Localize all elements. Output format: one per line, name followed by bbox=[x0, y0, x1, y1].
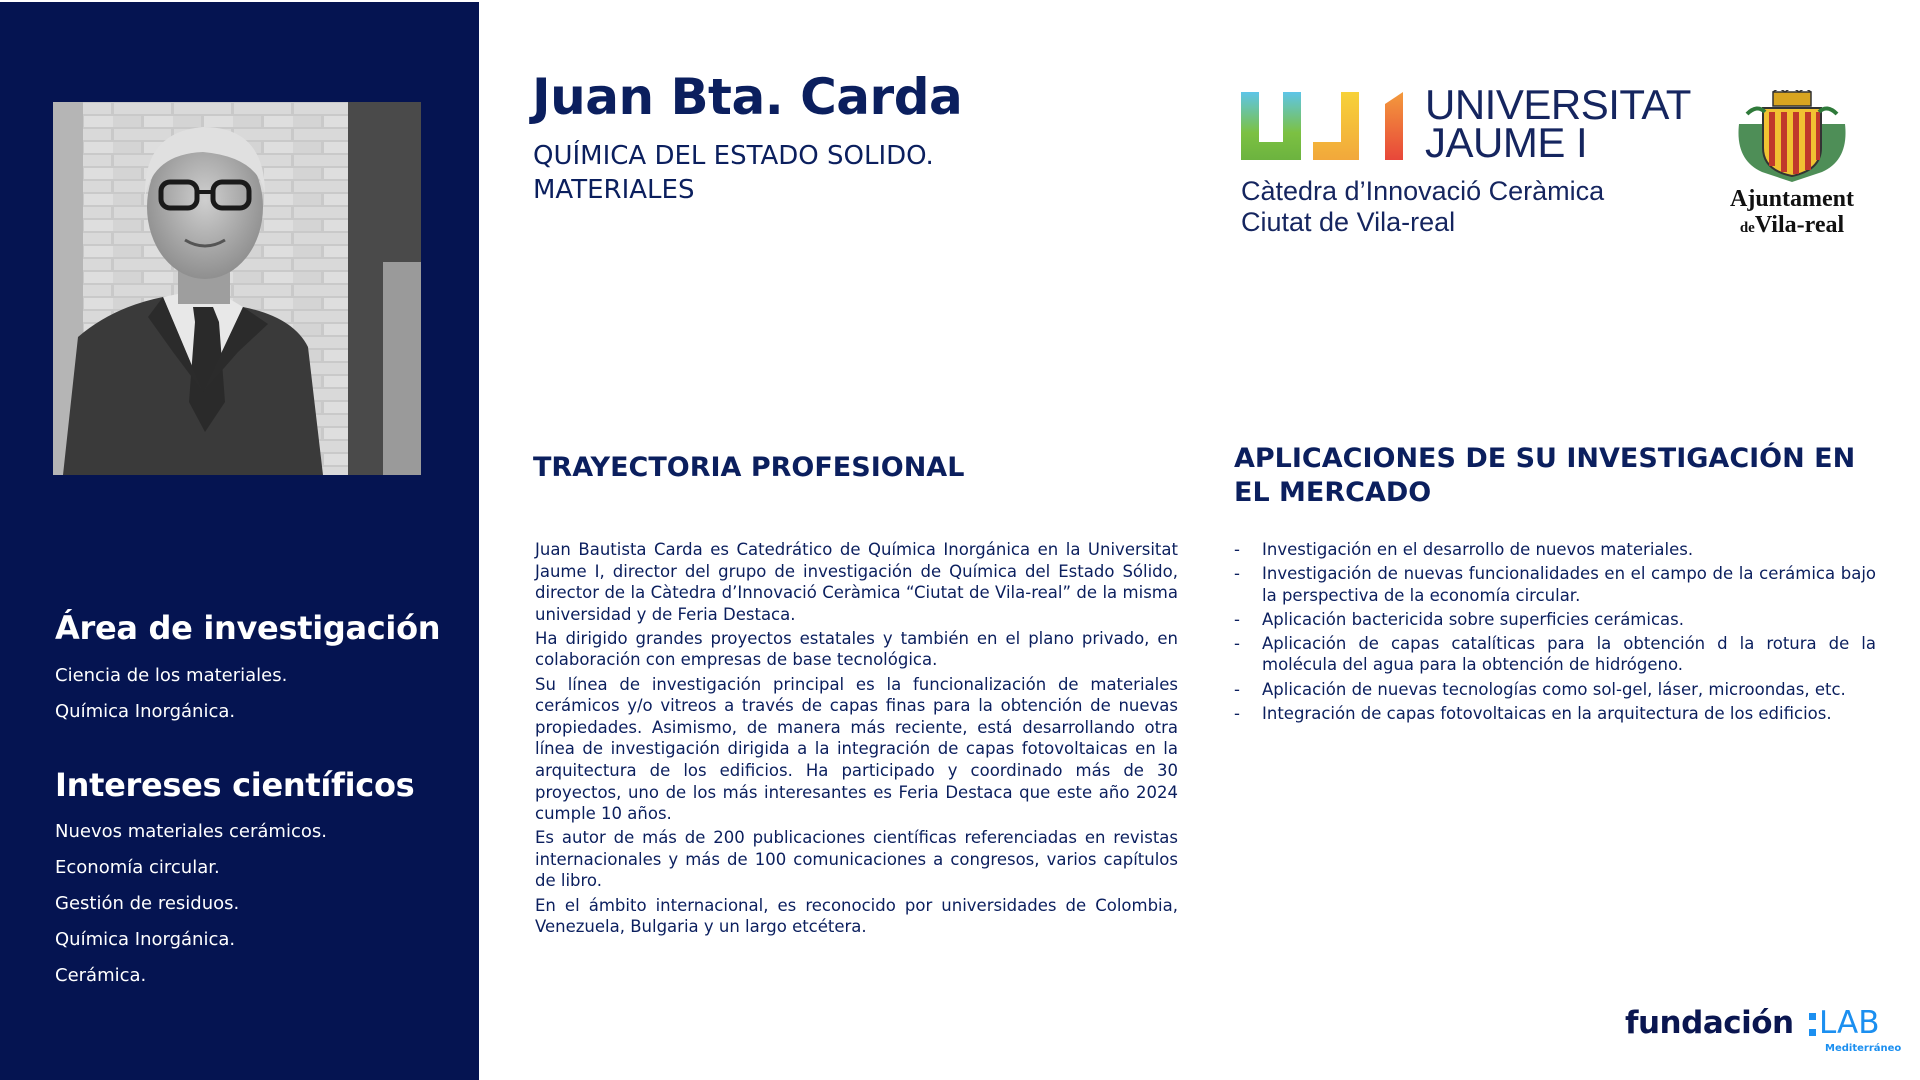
coat-of-arms-icon bbox=[1717, 90, 1867, 186]
aplicaciones-list bbox=[1234, 539, 1876, 727]
bullet-dash: - bbox=[1234, 679, 1240, 699]
list-item bbox=[1234, 563, 1876, 606]
bio-paragraph: Su línea de investigación principal es la funcionalización de materiales cerámicos y/o vitreos a través de capas finas para la obtención de nuevas propiedades. Asimismo, de manera más reciente, está desarrollando otra línea de investigación dirigida a la integración de capas fotovoltaicas en la arquitectura de los edificios. Ha participado y coordinado más de 30 proyectos, uno de los más interesantes es Feria Destaca que este año 2024 cumple 10 años. bbox=[535, 674, 1178, 824]
trayectoria-text bbox=[535, 539, 1178, 940]
list-item: Nuevos materiales cerámicos. bbox=[55, 821, 327, 842]
list-item-text: Investigación de nuevas funcionalidades en el campo de la cerámica bajo la perspectiva de la economía circular. bbox=[1262, 564, 1876, 605]
ajuntament-de: de bbox=[1739, 220, 1755, 236]
aplicaciones-heading bbox=[1234, 442, 1855, 510]
colon-icon bbox=[1809, 1011, 1817, 1041]
aplicaciones-heading-line: APLICACIONES DE SU INVESTIGACIÓN EN bbox=[1234, 443, 1856, 474]
uji-logo bbox=[1241, 81, 1691, 237]
bullet-dash: - bbox=[1234, 540, 1240, 559]
list-item bbox=[1234, 679, 1876, 701]
list-item: Química Inorgánica. bbox=[55, 929, 236, 950]
list-item: Ciencia de los materiales. bbox=[55, 665, 288, 686]
uji-wordmark bbox=[1425, 81, 1691, 166]
bullet-dash: - bbox=[1234, 609, 1240, 629]
profile-photo bbox=[53, 102, 421, 475]
bio-paragraph: Es autor de más de 200 publicaciones científicas referenciadas en revistas internacionales y más de 100 comunicaciones a congresos, varios capítulos de libro. bbox=[535, 828, 1178, 891]
trayectoria-heading: TRAYECTORIA PROFESIONAL bbox=[533, 452, 965, 483]
catedra-line: Càtedra d’Innovació Ceràmica bbox=[1241, 176, 1605, 206]
ajuntament-logo bbox=[1717, 90, 1867, 240]
catedra-name bbox=[1241, 176, 1604, 238]
bio-paragraph: Juan Bautista Carda es Catedrático de Química Inorgánica en la Universitat Jaume I, director del grupo de investigación de Química del Estado Sólido, director de la Càtedra d’Innovació Ceràmica “Ciutat de Vila-real” de la misma universidad y de Feria Destaca. bbox=[535, 540, 1178, 624]
catedra-line: Ciutat de Vila-real bbox=[1241, 207, 1456, 237]
fundacion-lab: LAB bbox=[1819, 1005, 1880, 1041]
list-item-text: Aplicación de nuevas tecnologías como sol-gel, láser, microondas, etc. bbox=[1262, 679, 1846, 699]
ajuntament-text bbox=[1717, 186, 1867, 241]
interests-list bbox=[55, 814, 327, 994]
uji-mark-icon bbox=[1241, 92, 1421, 162]
uji-word-line: JAUME I bbox=[1425, 119, 1588, 166]
fundacion-lab-logo bbox=[1625, 1005, 1902, 1055]
fundacion-word: fundación bbox=[1625, 1005, 1794, 1041]
ajuntament-line: Ajuntament bbox=[1730, 186, 1854, 212]
interests-heading: Intereses científicos bbox=[55, 766, 415, 804]
area-list bbox=[55, 658, 287, 730]
bullet-dash: - bbox=[1234, 633, 1240, 653]
page-subtitle bbox=[533, 139, 934, 207]
bio-paragraph: Ha dirigido grandes proyectos estatales y también en el plano privado, en colaboración con empresas de base tecnológica. bbox=[535, 628, 1178, 670]
aplicaciones-heading-line: EL MERCADO bbox=[1234, 477, 1432, 508]
ajuntament-line bbox=[1717, 212, 1867, 241]
list-item bbox=[1234, 539, 1876, 561]
uji-word-line: UNIVERSITAT bbox=[1425, 81, 1691, 128]
subtitle-line: QUÍMICA DEL ESTADO SOLIDO. bbox=[533, 141, 934, 171]
list-item-text: Investigación en el desarrollo de nuevos materiales. bbox=[1262, 540, 1694, 559]
sidebar bbox=[0, 2, 479, 1080]
fundacion-sub: Mediterráneo bbox=[1825, 1043, 1902, 1054]
area-heading: Área de investigación bbox=[55, 609, 441, 647]
list-item-text: Aplicación bactericida sobre superficies cerámicas. bbox=[1262, 609, 1684, 629]
list-item bbox=[1234, 703, 1876, 725]
list-item: Química Inorgánica. bbox=[55, 701, 236, 722]
list-item-text: Integración de capas fotovoltaicas en la arquitectura de los edificios. bbox=[1262, 703, 1832, 723]
list-item-text: Aplicación de capas catalíticas para la obtención d la rotura de la molécula del agua para la obtención de hidrógeno. bbox=[1262, 633, 1876, 675]
list-item: Economía circular. bbox=[55, 857, 220, 878]
list-item bbox=[1234, 633, 1876, 676]
list-item: Gestión de residuos. bbox=[55, 893, 240, 914]
list-item bbox=[1234, 609, 1876, 631]
ajuntament-city: Vila-real bbox=[1754, 212, 1845, 238]
subtitle-line: MATERIALES bbox=[533, 175, 695, 205]
bio-paragraph: En el ámbito internacional, es reconocido por universidades de Colombia, Venezuela, Bulgaria y un largo etcétera. bbox=[535, 895, 1178, 937]
page-title: Juan Bta. Carda bbox=[532, 68, 963, 126]
bullet-dash: - bbox=[1234, 703, 1240, 723]
list-item: Cerámica. bbox=[55, 965, 147, 986]
bullet-dash: - bbox=[1234, 564, 1240, 584]
